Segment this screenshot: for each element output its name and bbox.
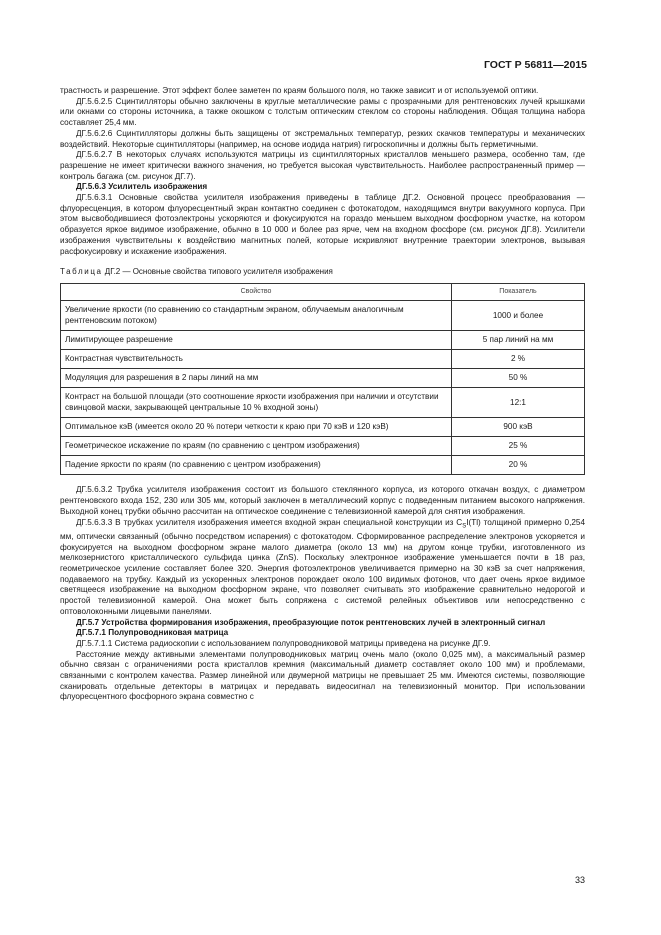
table-row: [61, 350, 585, 369]
table-row: [61, 437, 585, 456]
page-content: [60, 86, 585, 703]
table-cell-value: 900 кэВ: [452, 418, 585, 437]
table-header-row: [61, 283, 585, 301]
section-heading-semiconductor-matrix: ДГ.5.7.1 Полупроводниковая матрица: [76, 628, 229, 638]
page-number: 33: [574, 875, 585, 885]
p6-before: ДГ.5.6.3.3 В трубках усилителя изображения имеется входной экран специальной конструкции из C: [76, 517, 463, 527]
table-row: [61, 388, 585, 418]
paragraph-dg-5-6-2-6: ДГ.5.6.2.6 Сцинтилляторы должны быть защищены от экстремальных температур, резких скачков температуры и механических воздействий. Некоторые сцинтилляторы (например, на основе иодида натрия) гигроскопичны и должны быть герметичными.: [60, 128, 585, 149]
section-heading-xray-to-electronic: ДГ.5.7 Устройства формирования изображения, преобразующие поток рентгеновских лучей в электронный сигнал: [76, 617, 546, 627]
table-cell-property: Модуляция для разрешения в 2 пары линий на мм: [61, 369, 452, 388]
table-cell-value: 2 %: [452, 350, 585, 369]
table-caption-title: ДГ.2 — Основные свойства типового усилителя изображения: [102, 267, 333, 277]
table-cell-property: Контраст на большой площади (это соотношение яркости изображения при наличии и отсутствии свинцовой маски, закрывающей центральные 10 % входной зоны): [61, 388, 452, 418]
paragraph-dg-5-6-2-7: ДГ.5.6.2.7 В некоторых случаях используются матрицы из сцинтилляторных кристаллов меньшего размера, особенно там, где разрешение не имеет критически важного значения, но требуется высокая чувствительность. Наиболее распространенный пример — контроль багажа (см. рисунок ДГ.7).: [60, 150, 585, 181]
table-cell-value: 1000 и более: [452, 301, 585, 331]
table-cell-value: 12:1: [452, 388, 585, 418]
table-cell-value: 25 %: [452, 437, 585, 456]
column-header-value: Показатель: [452, 283, 585, 301]
table-row: [61, 331, 585, 350]
table-cell-property: Контрастная чувствительность: [61, 350, 452, 369]
table-caption-prefix: Таблица: [60, 267, 103, 277]
document-header: ГОСТ Р 56811—2015: [483, 59, 587, 71]
p6-subscript: S: [462, 523, 467, 530]
paragraph-dg-5-6-3-2: ДГ.5.6.3.2 Трубка усилителя изображения состоит из большого стеклянного корпуса, из которого откачан воздух, с диаметром рентгеновского входа 152, 230 или 305 мм, который заключен в металлический корпус с подведенным питанием высокого напряжения. Выходной конец трубки обычно рассчитан на оптическое соединение с телевизионной камерой для снятия изображения.: [60, 485, 585, 516]
table-cell-property: Оптимальное кэВ (имеется около 20 % потери четкости к краю при 70 кэВ и 120 кэВ): [61, 418, 452, 437]
table-caption: [60, 267, 585, 278]
p6-after: I(Tl) толщиной примерно 0,254 мм, оптически связанный (обычно посредством испарения) с фотокатодом. Сформированное распределение электронов ускоряется и фокусируется на выходном фосфорном экране малого диаметра (около 13 мм) на другом конце трубки, изготовленного из мелкозернистого кристаллического сульфида цинка (ZnS). Поскольку электронное изображение уменьшается почти в 18 раз, геометрическое усиление составляет более 320. Энергия фотоэлектронов увеличивается примерно на 30 кэВ за счет напряжения, подаваемого на трубку. Каждый из ускоренных электронов порождает около 100 видимых фотонов, что дает очень яркое видимое светящееся изображение на выходном фосфорном экране, что позволяет считывать это изображение сравнительно недорогой и простой телевизионной камерой. Она может быть сопряжена с системой релейных объективов или непосредственно с оптоволоконными лицевыми панелями.: [60, 517, 585, 616]
properties-table: [60, 283, 585, 476]
column-header-property: Свойство: [61, 283, 452, 301]
table-cell-value: 20 %: [452, 456, 585, 475]
table-row: [61, 301, 585, 331]
table-cell-property: Увеличение яркости (по сравнению со стандартным экраном, облучаемым аналогичным рентгеновским потоком): [61, 301, 452, 331]
table-cell-property: Лимитирующее разрешение: [61, 331, 452, 350]
section-heading-image-intensifier: ДГ.5.6.3 Усилитель изображения: [76, 182, 208, 192]
paragraph-continued: трастность и разрешение. Этот эффект более заметен по краям большого поля, но также зависит и от используемой оптики.: [60, 86, 539, 95]
table-cell-value: 5 пар линий на мм: [452, 331, 585, 350]
table-row: [61, 418, 585, 437]
paragraph-matrix-spacing: Расстояние между активными элементами полупроводниковых матриц очень мало (около 0,025 мм), а максимальный размер обычно связан с ограничениями роста кристаллов кремния (максимальный диаметр составляет около 100 мм) и проблемами, связанными с контролем качества. Размер линейной или двумерной матрицы не превышает 25 мм. Имеются системы, позволяющие сканировать отдельные детекторы в матрицах и передавать видеосигнал на телевизионный монитор. При использовании флуоресцентного фосфорного экрана совместно с: [60, 649, 585, 702]
table-cell-property: Геометрическое искажение по краям (по сравнению с центром изображения): [61, 437, 452, 456]
table-row: [61, 369, 585, 388]
table-row: [61, 456, 585, 475]
paragraph-dg-5-6-3-1: ДГ.5.6.3.1 Основные свойства усилителя изображения приведены в таблице ДГ.2. Основной процесс преобразования — флуоресценция, в котором флуоресцентный экран контактно соединен с фотокатодом, находящимся внутри вакуумного корпуса. При этом высвободившиеся фотоэлектроны ускоряются и фокусируются на гораздо меньшем выходном фосфорном участке, на котором образуется яркое видимое изображение, обычно в 10 000 и более раз ярче, чем на входном фосфоре (см. рисунок ДГ.8). Усилители изображения чувствительны к воздействию магнитных полей, которые искривляют внутренние траектории электронов, вызывая расфокусировку и искажение изображения.: [60, 193, 585, 256]
table-cell-property: Падение яркости по краям (по сравнению с центром изображения): [61, 456, 452, 475]
paragraph-dg-5-7-1-1: ДГ.5.7.1.1 Система радиоскопии с использованием полупроводниковой матрицы приведена на рисунке ДГ.9.: [76, 638, 491, 648]
paragraph-dg-5-6-2-5: ДГ.5.6.2.5 Сцинтилляторы обычно заключены в круглые металлические рамы с прозрачными для рентгеновских лучей крышками или окнами со стороны источника, а также окошком с толстым оптическим стеклом со стороны наблюдения. Общая толщина набора составляет 25,4 мм.: [60, 96, 585, 128]
table-cell-value: 50 %: [452, 369, 585, 388]
paragraph-dg-5-6-3-3: [60, 518, 585, 618]
